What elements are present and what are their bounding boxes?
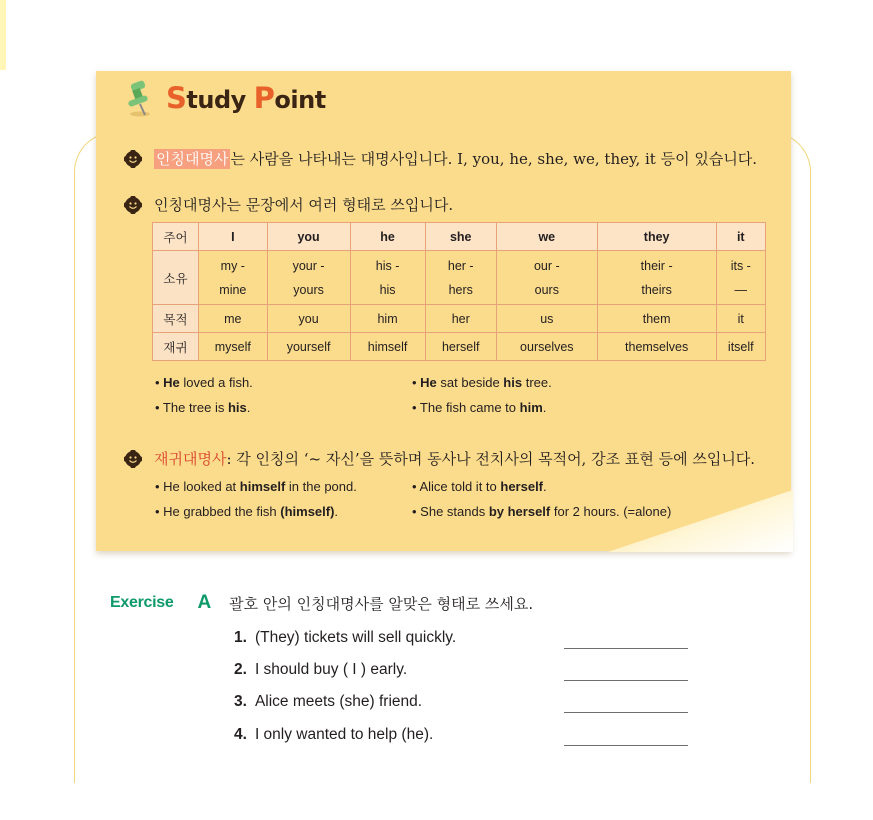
table-cell: himself xyxy=(350,333,425,361)
example-text: • xyxy=(412,375,421,390)
exercise-question xyxy=(234,661,407,679)
possessive-pron: — xyxy=(734,282,748,297)
table-cell xyxy=(425,251,496,305)
table-cell: he xyxy=(350,223,425,251)
table-cell: 주어 xyxy=(153,223,199,251)
possessive-pron: ours xyxy=(534,282,559,297)
example-sentence xyxy=(412,375,552,390)
reflexive-keyword: 재귀대명사 xyxy=(154,450,227,468)
bullet-personal-pronouns xyxy=(124,148,757,169)
table-row-possessive xyxy=(153,251,766,305)
table-cell xyxy=(267,251,350,305)
exercise-header xyxy=(110,592,533,614)
bullet3-text: : 각 인칭의 ‘~ 자신’을 뜻하며 동사나 전치사의 목적어, 강조 표현 등에 쓰입니다. xyxy=(226,450,756,468)
answer-blank-4[interactable] xyxy=(564,745,688,746)
table-cell: you xyxy=(267,223,350,251)
example-text: • He looked at xyxy=(155,479,240,494)
example-sentence xyxy=(155,504,338,519)
table-cell: themselves xyxy=(597,333,716,361)
table-cell: yourself xyxy=(267,333,350,361)
bullet-pronoun-forms xyxy=(124,194,453,215)
table-cell xyxy=(350,251,425,305)
table-cell: it xyxy=(716,305,765,333)
example-text: . xyxy=(543,479,547,494)
example-text: • The tree is xyxy=(155,400,228,415)
answer-blank-2[interactable] xyxy=(564,680,688,681)
example-bold: his xyxy=(503,375,523,390)
answer-blank-1[interactable] xyxy=(564,648,688,649)
table-cell: they xyxy=(597,223,716,251)
example-bold: him xyxy=(519,400,543,415)
flower-bullet-icon xyxy=(124,450,142,468)
possessive-adj: their - xyxy=(640,258,673,273)
highlight-keyword: 인칭대명사 xyxy=(156,150,229,168)
pronoun-table xyxy=(152,222,766,361)
exercise-question xyxy=(234,693,422,711)
table-cell: us xyxy=(496,305,597,333)
example-text: • She stands xyxy=(412,504,489,519)
exercise-letter: A xyxy=(197,592,212,613)
question-number: 3. xyxy=(234,693,247,710)
exercise-instruction: 괄호 안의 인칭대명사를 알맞은 형태로 쓰세요. xyxy=(229,594,534,613)
table-cell: 목적 xyxy=(153,305,199,333)
table-cell: we xyxy=(496,223,597,251)
bullet2-text: 인칭대명사는 문장에서 여러 형태로 쓰입니다. xyxy=(154,196,454,214)
pushpin-icon xyxy=(118,78,156,118)
bullet1-text: 는 사람을 나타내는 대명사입니다. I, you, he, she, we, they, it 등이 있습니다. xyxy=(230,150,758,168)
title-word-point: oint xyxy=(274,85,326,114)
example-sentence xyxy=(412,479,547,494)
table-cell: it xyxy=(716,223,765,251)
example-bold: himself xyxy=(239,479,286,494)
example-sentence xyxy=(412,504,671,519)
possessive-adj: his - xyxy=(375,258,400,273)
table-cell: she xyxy=(425,223,496,251)
example-text: . xyxy=(542,400,547,415)
question-number: 2. xyxy=(234,661,247,678)
possessive-adj: my - xyxy=(220,258,245,273)
question-text: (They) tickets will sell quickly. xyxy=(254,629,457,646)
table-cell: herself xyxy=(425,333,496,361)
table-cell: you xyxy=(267,305,350,333)
exercise-question xyxy=(234,629,456,647)
table-cell: 재귀 xyxy=(153,333,199,361)
example-sentence xyxy=(155,375,253,390)
possessive-pron: his xyxy=(379,282,396,297)
example-text: • He grabbed the fish xyxy=(155,504,281,519)
table-cell: 소유 xyxy=(153,251,199,305)
example-bold: by herself xyxy=(488,504,551,519)
flower-bullet-icon xyxy=(124,196,142,214)
table-cell xyxy=(716,251,765,305)
study-point-title xyxy=(118,75,326,120)
page-corner-mark xyxy=(0,0,6,70)
title-letter-p: P xyxy=(253,80,275,115)
example-text: . xyxy=(246,400,251,415)
example-text: • The fish came to xyxy=(412,400,520,415)
possessive-adj: our - xyxy=(533,258,560,273)
table-cell: ourselves xyxy=(496,333,597,361)
example-text: tree. xyxy=(522,375,552,390)
title-letter-s: S xyxy=(166,80,187,115)
table-cell: myself xyxy=(199,333,268,361)
possessive-pron: theirs xyxy=(641,282,672,297)
table-cell: itself xyxy=(716,333,765,361)
exercise-label: Exercise xyxy=(110,594,174,611)
question-text: I only wanted to help (he). xyxy=(254,726,434,743)
example-sentence xyxy=(155,479,357,494)
example-text: loved a fish. xyxy=(179,375,253,390)
question-number: 1. xyxy=(234,629,247,646)
table-cell: me xyxy=(199,305,268,333)
question-text: I should buy ( I ) early. xyxy=(254,661,408,678)
flower-bullet-icon xyxy=(124,150,142,168)
table-cell xyxy=(597,251,716,305)
table-cell: I xyxy=(199,223,268,251)
example-text: for 2 hours. (=alone) xyxy=(550,504,672,519)
possessive-adj: her - xyxy=(447,258,474,273)
table-row-subject xyxy=(153,223,766,251)
table-cell: him xyxy=(350,305,425,333)
example-bold: herself xyxy=(500,479,544,494)
possessive-adj: your - xyxy=(292,258,325,273)
example-text: • xyxy=(155,375,164,390)
possessive-pron: yours xyxy=(293,282,324,297)
answer-blank-3[interactable] xyxy=(564,712,688,713)
table-cell xyxy=(199,251,268,305)
example-bold: He xyxy=(420,375,437,390)
question-text: Alice meets (she) friend. xyxy=(254,693,423,710)
question-number: 4. xyxy=(234,726,247,743)
example-sentence xyxy=(412,400,546,415)
title-word-study: tudy xyxy=(186,85,254,114)
example-text: in the pond. xyxy=(285,479,357,494)
bullet-reflexive-pronouns xyxy=(124,448,755,469)
example-text: • Alice told it to xyxy=(412,479,501,494)
example-text: sat beside xyxy=(436,375,504,390)
possessive-adj: its - xyxy=(730,258,751,273)
exercise-question xyxy=(234,726,433,744)
example-bold: He xyxy=(163,375,180,390)
example-sentence xyxy=(155,400,250,415)
possessive-pron: mine xyxy=(219,282,247,297)
table-cell: her xyxy=(425,305,496,333)
table-cell xyxy=(496,251,597,305)
example-bold: (himself) xyxy=(280,504,335,519)
example-bold: his xyxy=(227,400,247,415)
possessive-pron: hers xyxy=(448,282,473,297)
table-row-object xyxy=(153,305,766,333)
table-row-reflexive xyxy=(153,333,766,361)
example-text: . xyxy=(334,504,339,519)
table-cell: them xyxy=(597,305,716,333)
